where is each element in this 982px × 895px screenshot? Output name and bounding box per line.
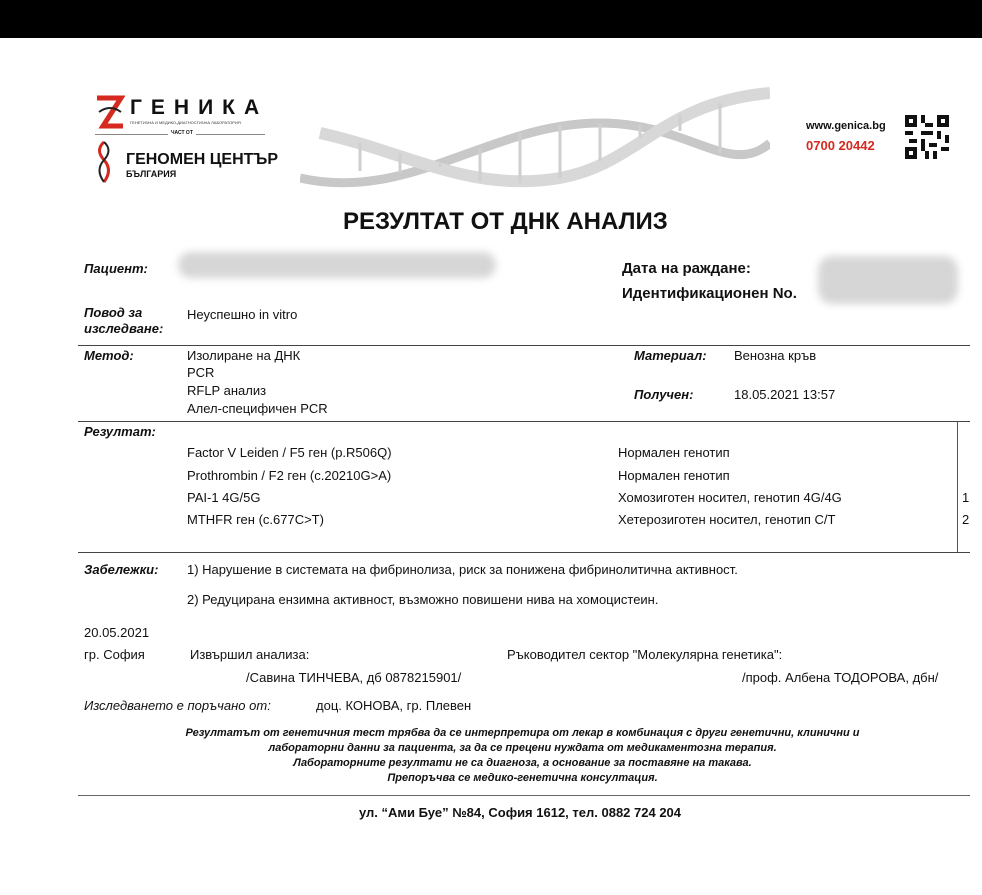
method-item: Изолиране на ДНК	[187, 348, 301, 363]
result-test: PAI-1 4G/5G	[187, 490, 261, 505]
footer-address: ул. “Ами Буе” №84, София 1612, тел. 0882 724 204	[358, 805, 682, 820]
remarks-divider	[78, 552, 970, 553]
reason-label-line1: Повод за	[84, 305, 143, 320]
result-note-ref: 1	[962, 490, 970, 505]
material-label: Материал:	[634, 348, 707, 363]
qr-code-icon	[905, 115, 949, 164]
method-item: Алел-специфичен PCR	[187, 401, 328, 416]
genome-center-icon	[93, 140, 115, 189]
reason-label-line2: изследване:	[84, 321, 164, 336]
ordered-by-value: доц. КОНОВА, гр. Плевен	[316, 698, 472, 713]
material-value: Венозна кръв	[734, 348, 817, 363]
birth-date-label: Дата на раждане:	[622, 260, 751, 277]
result-test: MTHFR ген (c.677C>T)	[187, 512, 324, 527]
report-sheet	[0, 38, 982, 895]
report-date: 20.05.2021	[84, 625, 150, 640]
ordered-by-label: Изследването е поръчано от:	[84, 698, 271, 713]
method-divider	[78, 345, 970, 346]
performed-by-label: Извършил анализа:	[190, 647, 310, 662]
patient-label: Пациент:	[84, 261, 148, 276]
performed-by-name: /Савина ТИНЧЕВА, дб 0878215901/	[246, 670, 462, 685]
remark-item: 2) Редуцирана ензимна активност, възможно повишени нива на хомоцистеин.	[187, 592, 659, 607]
patient-id-redacted	[818, 256, 958, 304]
reason-value: Неуспешно in vitro	[187, 307, 298, 322]
result-outcome: Нормален генотип	[618, 445, 730, 460]
result-test: Prothrombin / F2 ген (c.20210G>A)	[187, 468, 392, 483]
result-outcome: Хомозиготен носител, генотип 4G/4G	[618, 490, 842, 505]
head-of-sector-label: Ръководител сектор "Молекулярна генетика":	[507, 647, 783, 662]
method-label: Метод:	[84, 348, 134, 363]
brand-tagline: ГЕНЕТИЧНА И МЕДИКО-ДИАГНОСТИЧНА ЛАБОРАТОРИЯ	[130, 120, 241, 125]
head-of-sector-name: /проф. Албена ТОДОРОВА, дбн/	[742, 670, 939, 685]
brand-name: ГЕНИКА	[130, 96, 269, 119]
footer-divider	[78, 795, 970, 796]
dna-helix-icon	[300, 83, 770, 208]
disclaimer-line: Резултатът от генетичния тест трябва да се интерпретира от лекар в комбинация с други генетични, клинични и	[185, 727, 860, 739]
phone-number: 0700 20442	[806, 138, 875, 153]
result-right-border	[957, 421, 958, 552]
method-item: RFLP анализ	[187, 383, 267, 398]
center-country: БЪЛГАРИЯ	[126, 169, 177, 179]
result-outcome: Хетерозиготен носител, генотип C/T	[618, 512, 836, 527]
result-note-ref: 2	[962, 512, 970, 527]
remark-item: 1) Нарушение в системата на фибринолиза, риск за понижена фибринолитична активност.	[187, 562, 738, 577]
result-outcome: Нормален генотип	[618, 468, 730, 483]
patient-name-redacted	[178, 252, 496, 278]
result-test: Factor V Leiden / F5 ген (p.R506Q)	[187, 445, 392, 460]
received-value: 18.05.2021 13:57	[734, 387, 836, 402]
result-divider	[78, 421, 970, 422]
method-item: PCR	[187, 365, 215, 380]
remarks-label: Забележки:	[84, 562, 159, 577]
disclaimer-line: Лабораторните резултати не са диагноза, а основание за поставяне на такава.	[293, 757, 752, 769]
result-label: Резултат:	[84, 424, 156, 439]
received-label: Получен:	[634, 387, 694, 402]
id-number-label: Идентификационен No.	[622, 285, 797, 302]
center-name: ГЕНОМЕН ЦЕНТЪР	[126, 151, 279, 168]
disclaimer-line: Препоръчва се медико-генетична консултация.	[387, 772, 658, 784]
disclaimer	[100, 726, 945, 786]
genica-logo-icon	[95, 94, 125, 135]
page-title: РЕЗУЛТАТ ОТ ДНК АНАЛИЗ	[343, 208, 668, 235]
part-of-label: ЧАСТ ОТ	[168, 130, 196, 136]
disclaimer-line: лабораторни данни за пациента, за да се прецени нуждата от медикаментозна терапия.	[268, 742, 777, 754]
report-city: гр. София	[84, 647, 145, 662]
website-link[interactable]: www.genica.bg	[806, 120, 886, 132]
